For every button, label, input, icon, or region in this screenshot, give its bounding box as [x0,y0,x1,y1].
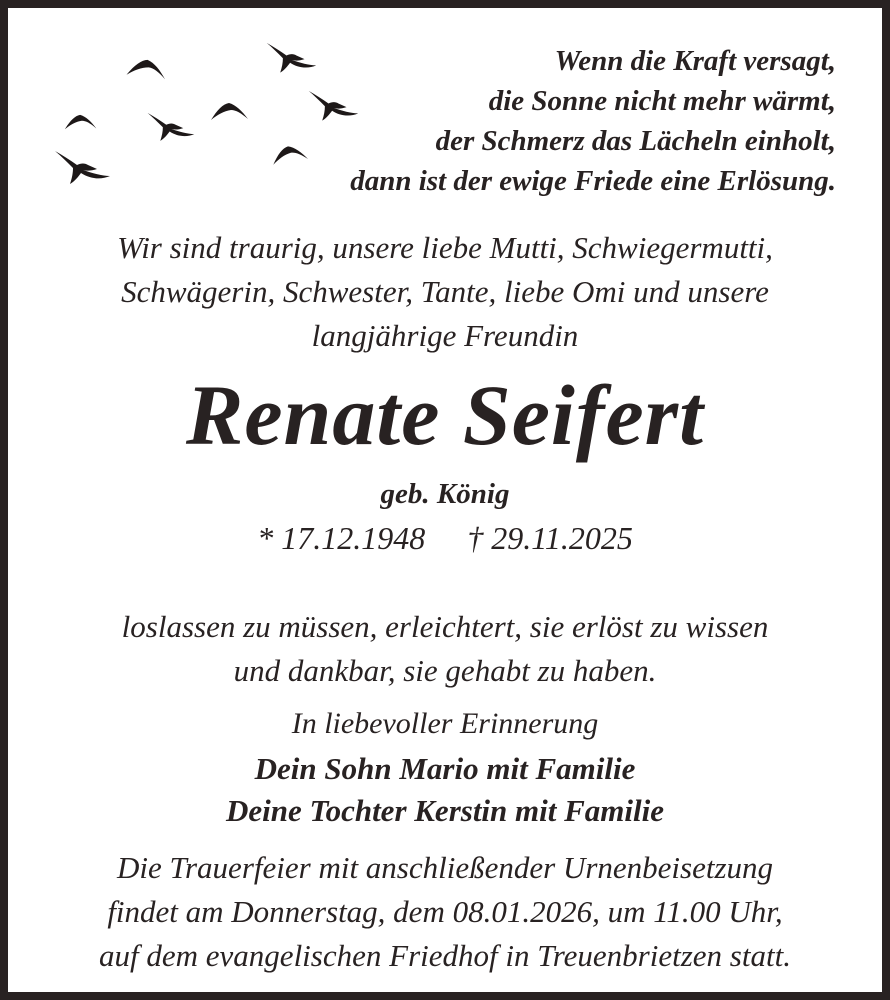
intro-line: Wir sind traurig, unsere liebe Mutti, Schwiegermutti, [117,230,773,265]
remembrance-title: In liebevoller Erinnerung [291,707,599,740]
bird-icon [271,144,308,165]
mourning-intro [8,226,882,358]
poem-line: dann ist der ewige Friede eine Erlösung. [350,165,836,197]
opening-poem [350,41,836,201]
bird-icon [211,103,248,120]
bird-icon [65,115,96,129]
funeral-line: auf dem evangelischen Friedhof in Treuenbrietzen statt. [99,938,791,973]
intro-line: langjährige Freundin [311,318,579,353]
funeral-line: findet am Donnerstag, dem 08.01.2026, um 11.00 Uhr, [107,894,783,929]
birth-date: * 17.12.1948 [257,520,426,556]
flying-birds-illustration [48,38,368,188]
mourning-closing [8,605,882,693]
closing-line: und dankbar, sie gehabt zu haben. [233,653,657,688]
bird-icon [148,113,195,141]
death-date: † 29.11.2025 [467,520,633,556]
mourners-list [8,748,882,832]
life-dates [8,520,882,557]
funeral-line: Die Trauerfeier mit anschließender Urnenbeisetzung [116,850,774,885]
funeral-details [8,846,882,978]
deceased-name: Renate Seifert [186,367,704,463]
poem-line: die Sonne nicht mehr wärmt, [488,85,836,117]
poem-line: der Schmerz das Lächeln einholt, [435,125,836,157]
maiden-name: geb. König [380,478,510,510]
closing-line: loslassen zu müssen, erleichtert, sie erlöst zu wissen [121,609,769,644]
bird-icon [55,151,110,184]
poem-line: Wenn die Kraft versagt, [554,45,836,77]
bird-icon [126,57,167,80]
bird-icon [267,43,317,73]
intro-line: Schwägerin, Schwester, Tante, liebe Omi und unsere [121,274,769,309]
mourner-line: Deine Tochter Kerstin mit Familie [225,793,665,828]
mourner-line: Dein Sohn Mario mit Familie [254,751,636,786]
